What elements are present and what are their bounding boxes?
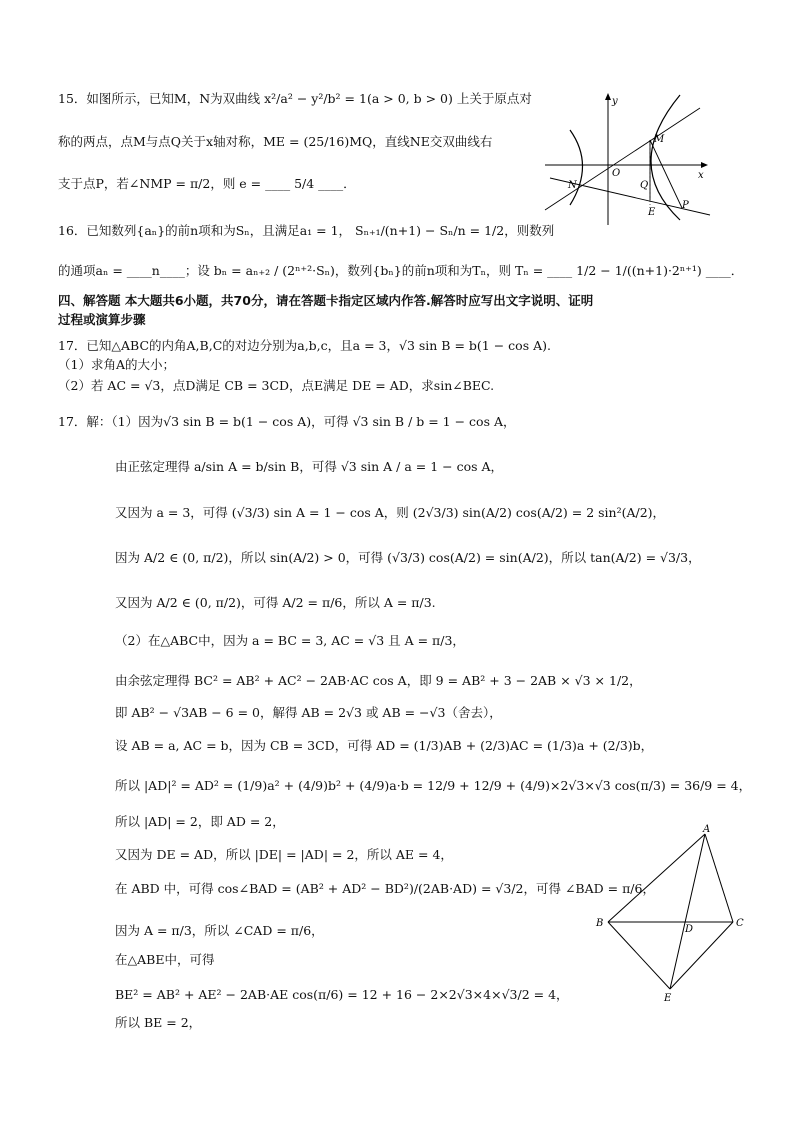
label-c: C [736, 918, 744, 929]
segment-ae [670, 834, 705, 989]
segment-mp [650, 140, 682, 208]
solution-line: BE² = AB² + AE² − 2AB·AE cos(π/6) = 12 + 16 − 2×2√3×4×√3/2 = 4， [115, 987, 569, 1002]
solution-line: 由正弦定理得 a/sin A = b/sin B，可得 √3 sin A / a = 1 − cos A， [115, 459, 504, 474]
q17-part-1: （1）求角A的大小； [58, 357, 175, 372]
solution-line: 所以 BE = 2， [115, 1015, 202, 1030]
solution-line: 设 AB = a, AC = b，因为 CB = 3CD，可得 AD = (1/3)AB + (2/3)AC = (1/3)a + (2/3)b， [115, 738, 654, 753]
label-d: D [685, 924, 694, 935]
hyperbola-left-branch [570, 130, 583, 205]
hyperbola-figure [540, 90, 715, 230]
solution-line: （2）在△ABC中，因为 a = BC = 3, AC = √3 且 A = π/3， [115, 633, 465, 648]
solution-line: 因为 A/2 ∈ (0, π/2)，所以 sin(A/2) > 0，可得 (√3/3) cos(A/2) = sin(A/2)，所以 tan(A/2) = √3/3， [115, 550, 701, 565]
q17-stem: 17．已知△ABC的内角A,B,C的对边分别为a,b,c，且a = 3，√3 sin B = b(1 − cos A). [58, 338, 551, 353]
q16-line-1: 16．已知数列{aₙ}的前n项和为Sₙ，且满足a₁ = 1， Sₙ₊₁/(n+1) − Sₙ/n = 1/2，则数列 [58, 223, 555, 238]
solution-line: 即 AB² − √3AB − 6 = 0，解得 AB = 2√3 或 AB = −√3（舍去）， [115, 705, 502, 720]
label-p: P [682, 200, 689, 211]
label-x: x [698, 170, 704, 181]
label-o: O [612, 168, 621, 179]
label-a: A [703, 824, 711, 835]
solution-line: 又因为 a = 3，可得 (√3/3) sin A = 1 − cos A，则 (2√3/3) sin(A/2) cos(A/2) = 2 sin²(A/2)， [115, 505, 666, 520]
q15-line-2: 称的两点，点M与点Q关于x轴对称，ME = (25/16)MQ，直线NE交双曲线右 [58, 134, 493, 149]
label-m: M [654, 134, 665, 145]
q15-line-1: 15．如图所示，已知M，N为双曲线 x²/a² − y²/b² = 1(a > 0, b > 0) 上关于原点对 [58, 91, 532, 106]
hyperbola-right-branch [651, 95, 680, 220]
label-e: E [648, 207, 656, 218]
triangle-figure [590, 822, 755, 1004]
solution-line: 17．解：（1）因为√3 sin B = b(1 − cos A)，可得 √3 sin B / b = 1 − cos A， [58, 414, 516, 429]
segment-ac [705, 834, 733, 922]
solution-line: 在△ABE中，可得 [115, 952, 215, 967]
q16-line-2: 的通项aₙ = ____n____；设 bₙ = aₙ₊₂ / (2ⁿ⁺²·Sₙ)，数列{bₙ}的前n项和为Tₙ，则 Tₙ = ____ 1/2 − 1/((n+1)·2ⁿ⁺¹) ____． [58, 263, 744, 278]
solution-line: 因为 A = π/3，所以 ∠CAD = π/6， [115, 923, 324, 938]
y-axis-arrow [605, 93, 611, 100]
solution-line: 所以 |AD|² = AD² = (1/9)a² + (4/9)b² + (4/9)a·b = 12/9 + 12/9 + (4/9)×2√3×√3 cos(π/3) = 36/9 = 4， [115, 778, 752, 793]
x-axis-arrow [701, 162, 708, 168]
solution-line: 又因为 A/2 ∈ (0, π/2)，可得 A/2 = π/6，所以 A = π/3. [115, 595, 436, 610]
label-e: E [664, 993, 672, 1004]
label-n: N [568, 180, 577, 191]
section-heading-1: 四、解答题 本大题共6小题，共70分，请在答题卡指定区域内作答.解答时应写出文字说明、证明 [58, 293, 594, 308]
segment-ab [608, 834, 705, 922]
q17-part-2: （2）若 AC = √3，点D满足 CB = 3CD，点E满足 DE = AD，求sin∠BEC. [58, 378, 495, 393]
label-q: Q [640, 180, 649, 191]
solution-line: 在 ABD 中，可得 cos∠BAD = (AB² + AD² − BD²)/(2AB·AD) = √3/2，可得 ∠BAD = π/6， [115, 881, 655, 896]
q15-line-3: 支于点P，若∠NMP = π/2，则 e = ____ 5/4 ____． [58, 176, 356, 191]
solution-line: 又因为 DE = AD，所以 |DE| = |AD| = 2，所以 AE = 4， [115, 847, 453, 862]
section-heading-2: 过程或演算步骤 [58, 312, 146, 327]
segment-be [608, 922, 670, 989]
label-y: y [612, 96, 618, 107]
label-b: B [596, 918, 604, 929]
solution-line: 由余弦定理得 BC² = AB² + AC² − 2AB·AC cos A，即 9 = AB² + 3 − 2AB × √3 × 1/2， [115, 673, 642, 688]
segment-ce [670, 922, 733, 989]
solution-line: 所以 |AD| = 2，即 AD = 2， [115, 814, 285, 829]
